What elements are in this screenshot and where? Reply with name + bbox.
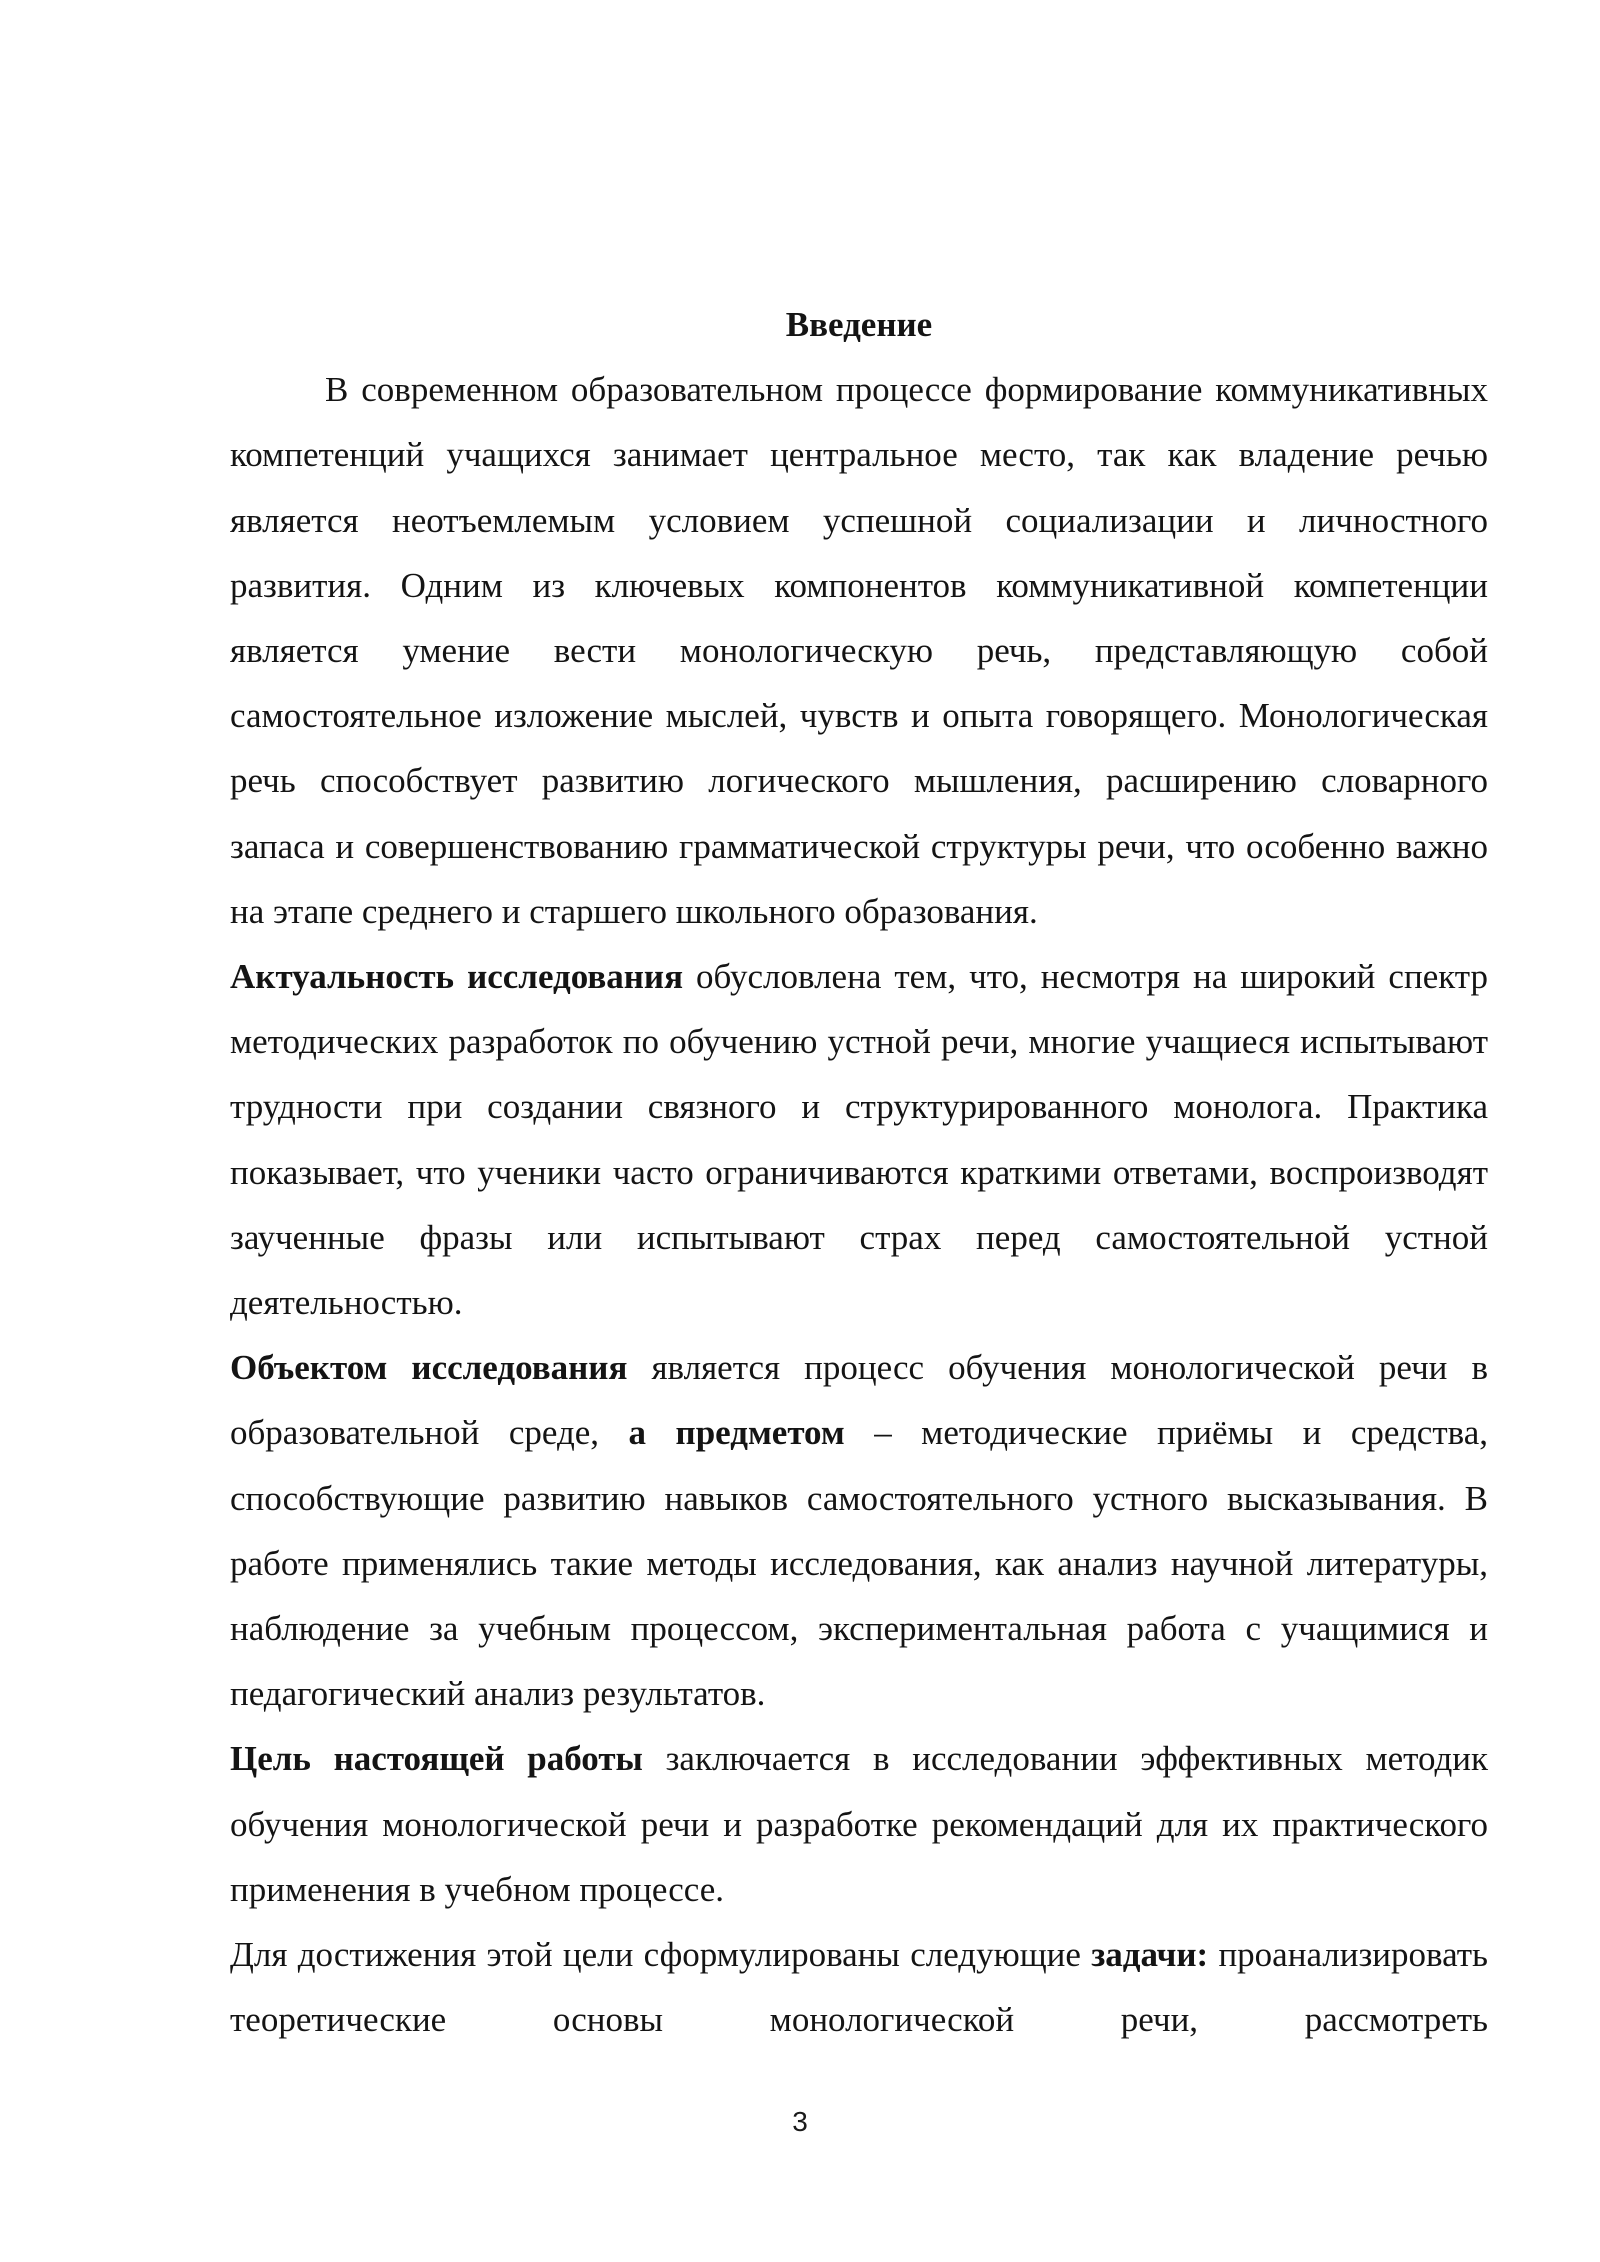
paragraph-goal	[230, 1726, 1488, 1922]
subject-heading: а предметом	[628, 1413, 845, 1453]
goal-heading: Цель настоящей работы	[230, 1739, 643, 1779]
object-heading: Объектом исследования	[230, 1348, 628, 1388]
subject-text: – методические приёмы и средства, способствующие развитию навыков самостоятельного устного высказывания. В работе применялись такие методы исследования, как анализ научной литературы, наблюдение за учебным процессом, экспериментальная работа с учащимися и педагогический анализ результатов.	[230, 1413, 1488, 1714]
paragraph-object	[230, 1335, 1488, 1726]
relevance-text: обусловлена тем, что, несмотря на широкий спектр методических разработок по обучению устной речи, многие учащиеся испытывают трудности при создании связного и структурированного монолога. Практика показывает, что ученики часто ограничиваются краткими ответами, воспроизводят заученные фразы или испытывают страх перед самостоятельной устной деятельностью.	[230, 957, 1488, 1323]
page-number: 3	[792, 2106, 808, 2137]
relevance-heading: Актуальность исследования	[230, 957, 684, 997]
paragraph-relevance	[230, 944, 1488, 1335]
page-content	[230, 292, 1488, 2052]
section-title: Введение	[785, 305, 933, 344]
paragraph-intro: В современном образовательном процессе формирование коммуникативных компетенций учащихся занимает центральное место, так как владение речью является неотъемлемым условием успешной социализации и личностного развития. Одним из ключевых компонентов коммуникативной компетенции является умение вести монологическую речь, представляющую собой самостоятельное изложение мыслей, чувств и опыта говорящего. Монологическая речь способствует развитию логического мышления, расширению словарного запаса и совершенствованию грамматической структуры речи, что особенно важно на этапе среднего и старшего школьного образования.	[230, 370, 1488, 931]
tasks-intro-text: Для достижения этой цели сформулированы следующие	[230, 1935, 1092, 1975]
paragraph-tasks	[230, 1922, 1488, 2052]
goal-text: заключается в исследовании эффективных методик обучения монологической речи и разработке рекомендаций для их практического применения в учебном процессе.	[230, 1739, 1488, 1909]
tasks-text: проанализировать теоретические основы монологической речи, рассмотреть	[230, 1935, 1488, 2040]
object-text: является процесс обучения монологической речи в образовательной среде,	[230, 1348, 1489, 1453]
tasks-heading: задачи:	[1091, 1935, 1209, 1975]
